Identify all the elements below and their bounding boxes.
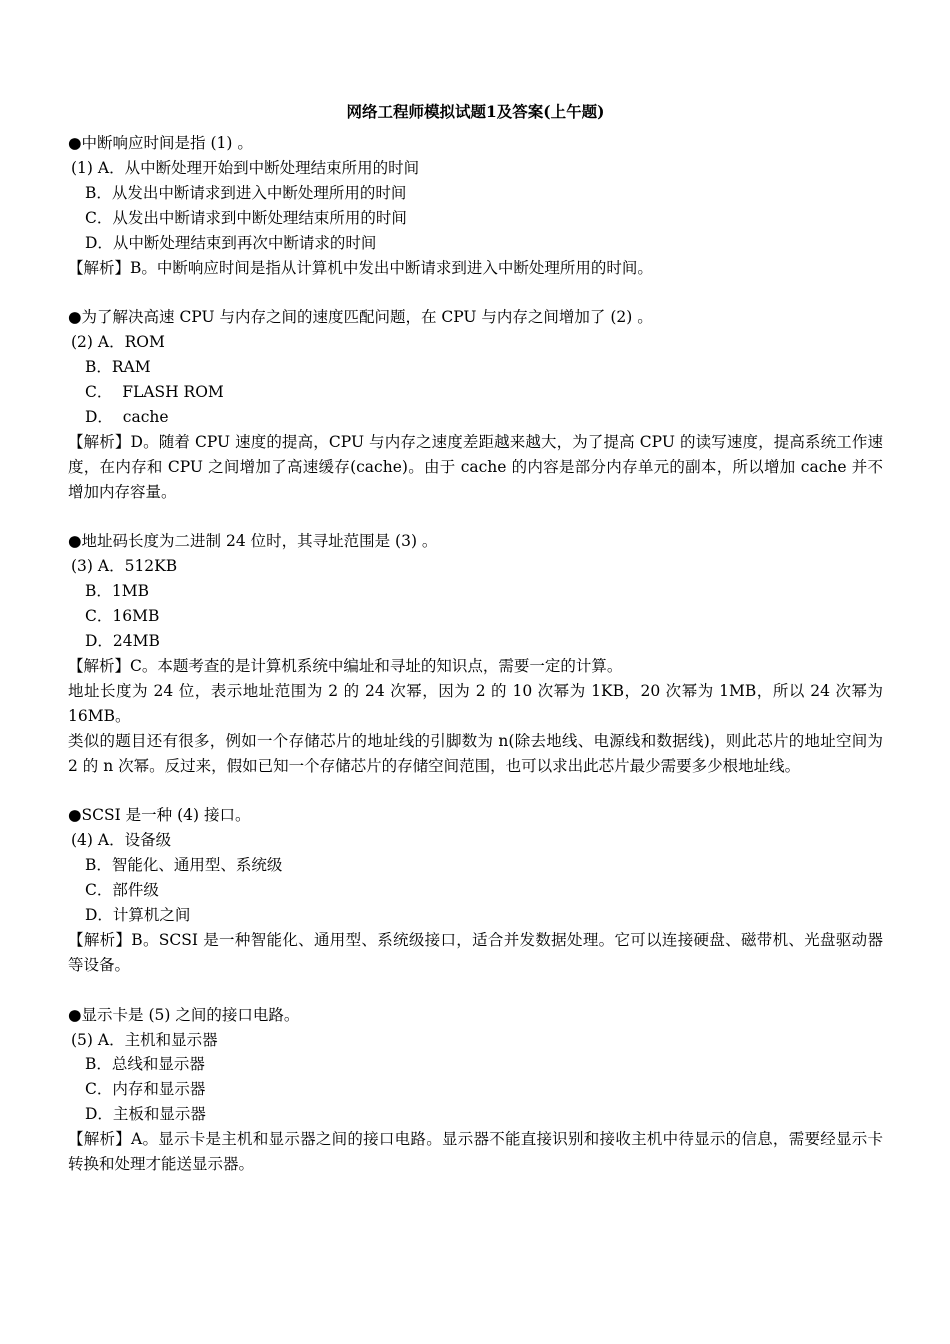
analysis-paragraph: 地址长度为 24 位，表示地址范围为 2 的 24 次幂，因为 2 的 10 次幂为 1KB，20 次幂为 1MB，所以 24 次幂为 16MB。: [68, 681, 883, 725]
option-b: B．总线和显示器: [85, 1055, 205, 1074]
option-d: D．从中断处理结束到再次中断请求的时间: [85, 233, 377, 252]
analysis-paragraph: 【解析】A。显示卡是主机和显示器之间的接口电路。显示器不能直接识别和接收主机中待显示的信息，需要经显示卡转换和处理才能送显示器。: [68, 1130, 883, 1174]
analysis-paragraph: 类似的题目还有很多，例如一个存储芯片的地址线的引脚数为 n(除去地线、电源线和数据线)，则此芯片的地址空间为 2 的 n 次幂。反过来，假如已知一个存储芯片的存储空间范围，也可以求出此芯片最少需要多少根地址线。: [68, 731, 883, 775]
option-b: B．RAM: [85, 358, 151, 377]
question-stem: ●SCSI 是一种 (4) 接口。: [68, 806, 251, 825]
spacer: [68, 978, 883, 1003]
question-2: [68, 305, 883, 504]
option-d: D．24MB: [85, 632, 160, 651]
option-b: B．从发出中断请求到进入中断处理所用的时间: [85, 183, 407, 202]
spacer: [68, 280, 883, 305]
option-d: D． cache: [85, 407, 169, 426]
analysis-paragraph: 【解析】B。SCSI 是一种智能化、通用型、系统级接口，适合并发数据处理。它可以连接硬盘、磁带机、光盘驱动器等设备。: [68, 930, 883, 974]
question-stem: ●地址码长度为二进制 24 位时，其寻址范围是 (3) 。: [68, 532, 438, 551]
option-c: C． FLASH ROM: [85, 383, 224, 402]
option-c: C．部件级: [85, 881, 159, 900]
question-stem: ●显示卡是 (5) 之间的接口电路。: [68, 1005, 300, 1024]
option-c: C．16MB: [85, 607, 160, 626]
option-a: (1) A．从中断处理开始到中断处理结束所用的时间: [71, 158, 420, 177]
option-c: C．内存和显示器: [85, 1080, 206, 1099]
option-c: C．从发出中断请求到中断处理结束所用的时间: [85, 208, 407, 227]
question-1: [68, 131, 883, 280]
spacer: [68, 779, 883, 804]
analysis-paragraph: 【解析】B。中断响应时间是指从计算机中发出中断请求到进入中断处理所用的时间。: [68, 258, 653, 277]
analysis-paragraph: 【解析】C。本题考查的是计算机系统中编址和寻址的知识点，需要一定的计算。: [68, 657, 623, 675]
document-page: [68, 100, 883, 1177]
option-b: B．1MB: [85, 582, 150, 601]
analysis-paragraph: 【解析】D。随着 CPU 速度的提高，CPU 与内存之速度差距越来越大，为了提高 CPU 的读写速度，提高系统工作速度，在内存和 CPU 之间增加了高速缓存(cache)。由于 cache 的内容是部分内存单元的副本，所以增加 cache 并不增加内存容量。: [68, 432, 883, 501]
question-4: [68, 803, 883, 977]
question-5: [68, 1003, 883, 1177]
option-d: D．主板和显示器: [85, 1105, 206, 1124]
question-3: [68, 529, 883, 778]
document-title: 网络工程师模拟试题1及答案(上午题): [346, 102, 605, 121]
question-stem: ●中断响应时间是指 (1) 。: [68, 134, 253, 152]
option-d: D．计算机之间: [85, 906, 191, 925]
question-stem: ●为了解决高速 CPU 与内存之间的速度匹配问题，在 CPU 与内存之间增加了 (2) 。: [68, 308, 653, 327]
option-a: (2) A．ROM: [71, 333, 165, 352]
option-b: B．智能化、通用型、系统级: [85, 856, 283, 875]
option-a: (5) A．主机和显示器: [71, 1030, 218, 1049]
spacer: [68, 505, 883, 530]
option-a: (4) A．设备级: [71, 831, 172, 850]
option-a: (3) A．512KB: [71, 557, 178, 576]
